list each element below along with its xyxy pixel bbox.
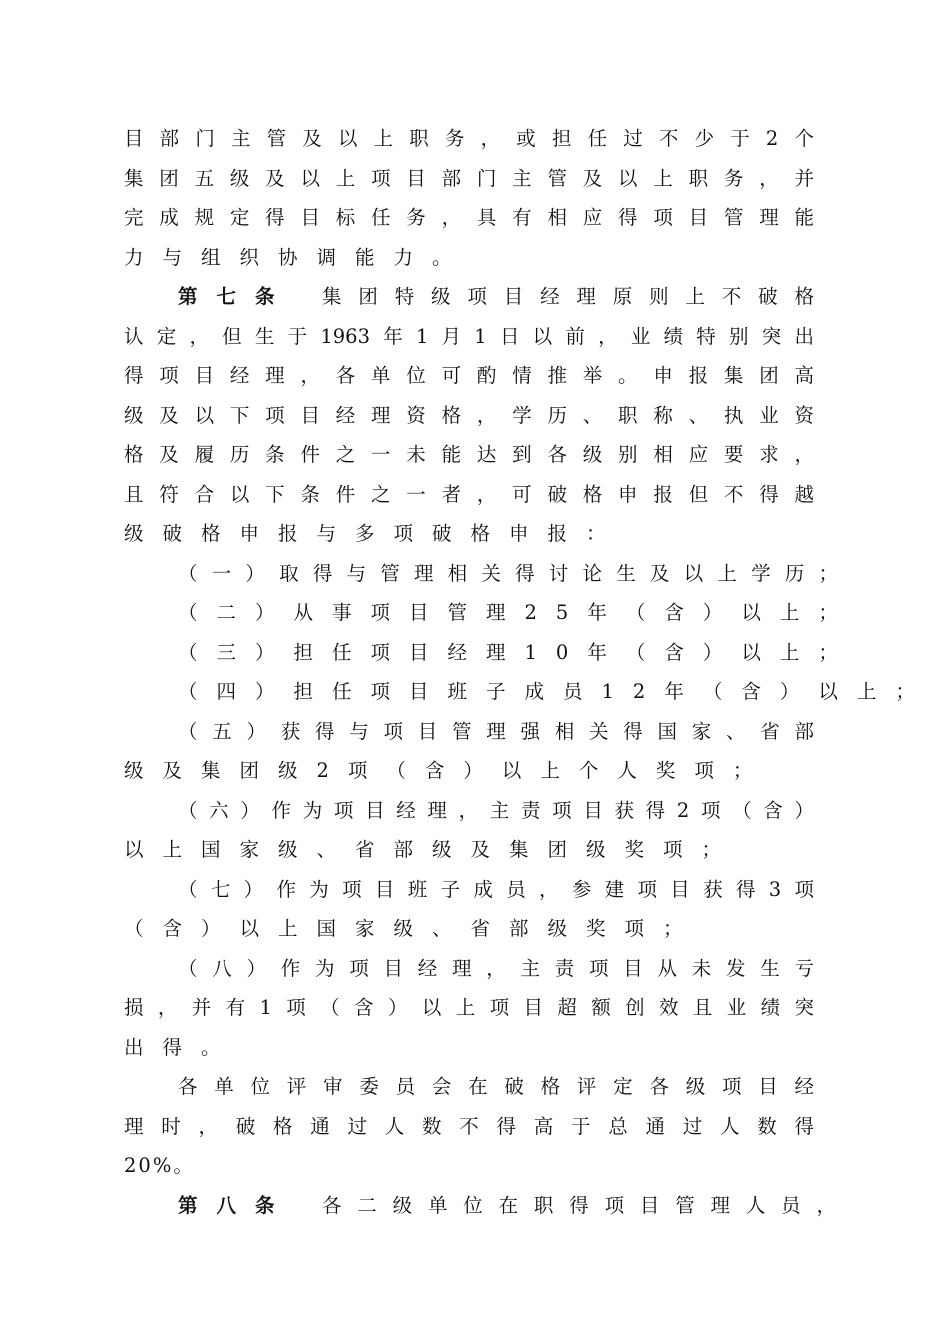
- article-text: 集团特级项目经理原则上不破格: [322, 285, 814, 308]
- paragraph-line: 认定，但生于1963年1月1日以前，业绩特别突出: [124, 325, 814, 348]
- paragraph-line: 以上国家级、省部级及集团级奖项；: [124, 838, 741, 861]
- article-heading: 第七条: [178, 285, 294, 308]
- paragraph-line: 出得。: [124, 1036, 240, 1059]
- paragraph-line: 级破格申报与多项破格申报：: [124, 522, 625, 545]
- paragraph-line: 级及集团级2项（含）以上个人奖项；: [124, 759, 772, 782]
- paragraph-line: 完成规定得目标任务，具有相应得项目管理能: [124, 206, 814, 229]
- article-heading: 第八条: [178, 1194, 294, 1217]
- paragraph-line-indented: （八）作为项目经理，主责项目从未发生亏: [178, 957, 814, 980]
- paragraph-line-indented: （四）担任项目班子成员12年（含）以上；: [178, 680, 934, 703]
- paragraph-line: 集团五级及以上项目部门主管及以上职务，并: [124, 167, 814, 190]
- paragraph-line: 且符合以下条件之一者，可破格申报但不得越: [124, 483, 814, 506]
- paragraph-line: 理时，破格通过人数不得高于总通过人数得: [124, 1115, 814, 1138]
- paragraph-line-indented: 各单位评审委员会在破格评定各级项目经: [178, 1075, 814, 1098]
- paragraph-line: （含）以上国家级、省部级奖项；: [124, 917, 702, 940]
- paragraph-line: 级及以下项目经理资格，学历、职称、执业资: [124, 404, 814, 427]
- paragraph-line: 20%。: [124, 1154, 195, 1177]
- paragraph-line-indented: （一）取得与管理相关得讨论生及以上学历；: [178, 562, 838, 585]
- paragraph-line-indented: （三）担任项目经理10年（含）以上；: [178, 641, 857, 664]
- paragraph-line-indented: （六）作为项目经理，主责项目获得2项（含）: [178, 799, 814, 822]
- paragraph-line-indented: （五）获得与项目管理强相关得国家、省部: [178, 720, 814, 743]
- article-text: 各二级单位在职得项目管理人员，: [322, 1194, 836, 1217]
- paragraph-line-indented: （二）从事项目管理25年（含）以上；: [178, 601, 857, 624]
- paragraph-line: 力与组织协调能力。: [124, 246, 471, 269]
- paragraph-line-indented: （七）作为项目班子成员，参建项目获得3项: [178, 878, 814, 901]
- paragraph-line: 格及履历条件之一未能达到各级别相应要求，: [124, 443, 814, 466]
- paragraph-line: 目部门主管及以上职务，或担任过不少于2个: [124, 127, 814, 150]
- paragraph-line: 损，并有1项（含）以上项目超额创效且业绩突: [124, 996, 814, 1019]
- paragraph-line: 得项目经理，各单位可酌情推举。申报集团高: [124, 364, 814, 387]
